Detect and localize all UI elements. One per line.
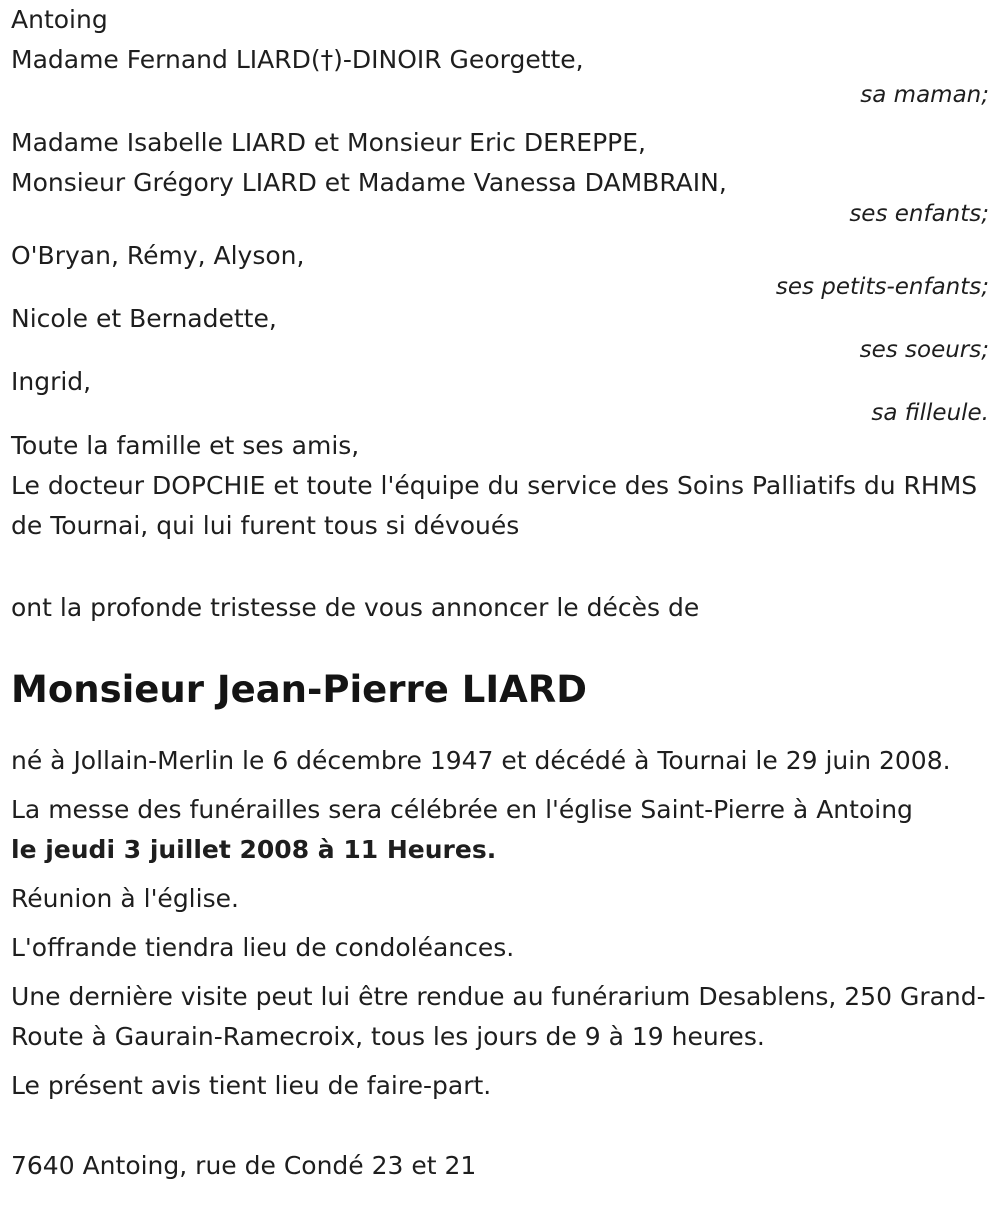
offering-line: L'offrande tiendra lieu de condoléances. <box>11 933 515 962</box>
relationship-label: sa filleule. <box>871 400 989 426</box>
address-line: 7640 Antoing, rue de Condé 23 et 21 <box>11 1151 477 1180</box>
family-member-line: O'Bryan, Rémy, Alyson, <box>11 241 305 270</box>
family-and-friends-line: Toute la famille et ses amis, <box>11 431 360 460</box>
mass-location-line: La messe des funérailles sera célébrée en l'église Saint-Pierre à Antoing <box>11 795 913 824</box>
meeting-line: Réunion à l'église. <box>11 884 239 913</box>
deceased-name: Monsieur Jean-Pierre LIARD <box>11 668 587 711</box>
relationship-label: ses soeurs; <box>859 337 989 363</box>
family-member-line: Ingrid, <box>11 367 92 396</box>
family-member-line: Nicole et Bernadette, <box>11 304 277 333</box>
family-group-grandchildren <box>11 236 989 298</box>
mass-date: le jeudi 3 juillet 2008 à 11 Heures. <box>11 835 497 864</box>
relationship-label: ses petits-enfants; <box>775 274 989 300</box>
family-group-goddaughter <box>11 362 989 424</box>
family-group-mother <box>11 40 989 110</box>
town-heading: Antoing <box>11 5 108 34</box>
announcement-line: ont la profonde tristesse de vous annoncer le décès de <box>11 593 700 622</box>
relationship-label: ses enfants; <box>849 201 989 227</box>
obituary-notice <box>11 0 989 1186</box>
birth-death-line: né à Jollain-Merlin le 6 décembre 1947 et décédé à Tournai le 29 juin 2008. <box>11 746 951 775</box>
medical-team-line: Le docteur DOPCHIE et toute l'équipe du service des Soins Palliatifs du RHMS de Tournai, qui lui furent tous si dévoués <box>11 471 978 540</box>
family-member-line: Madame Fernand LIARD(†)-DINOIR Georgette, <box>11 45 584 74</box>
family-group-children <box>11 123 989 225</box>
family-member-line: Monsieur Grégory LIARD et Madame Vanessa DAMBRAIN, <box>11 168 727 197</box>
family-member-line: Madame Isabelle LIARD et Monsieur Eric DEREPPE, <box>11 128 646 157</box>
family-group-sisters <box>11 299 989 361</box>
visit-line: Une dernière visite peut lui être rendue au funérarium Desablens, 250 Grand-Route à Gaurain-Ramecroix, tous les jours de 9 à 19 heures. <box>11 982 986 1051</box>
notice-line: Le présent avis tient lieu de faire-part. <box>11 1071 492 1100</box>
mass-date-line <box>11 830 989 870</box>
relationship-label: sa maman; <box>860 82 989 108</box>
funeral-mass-block <box>11 790 989 870</box>
